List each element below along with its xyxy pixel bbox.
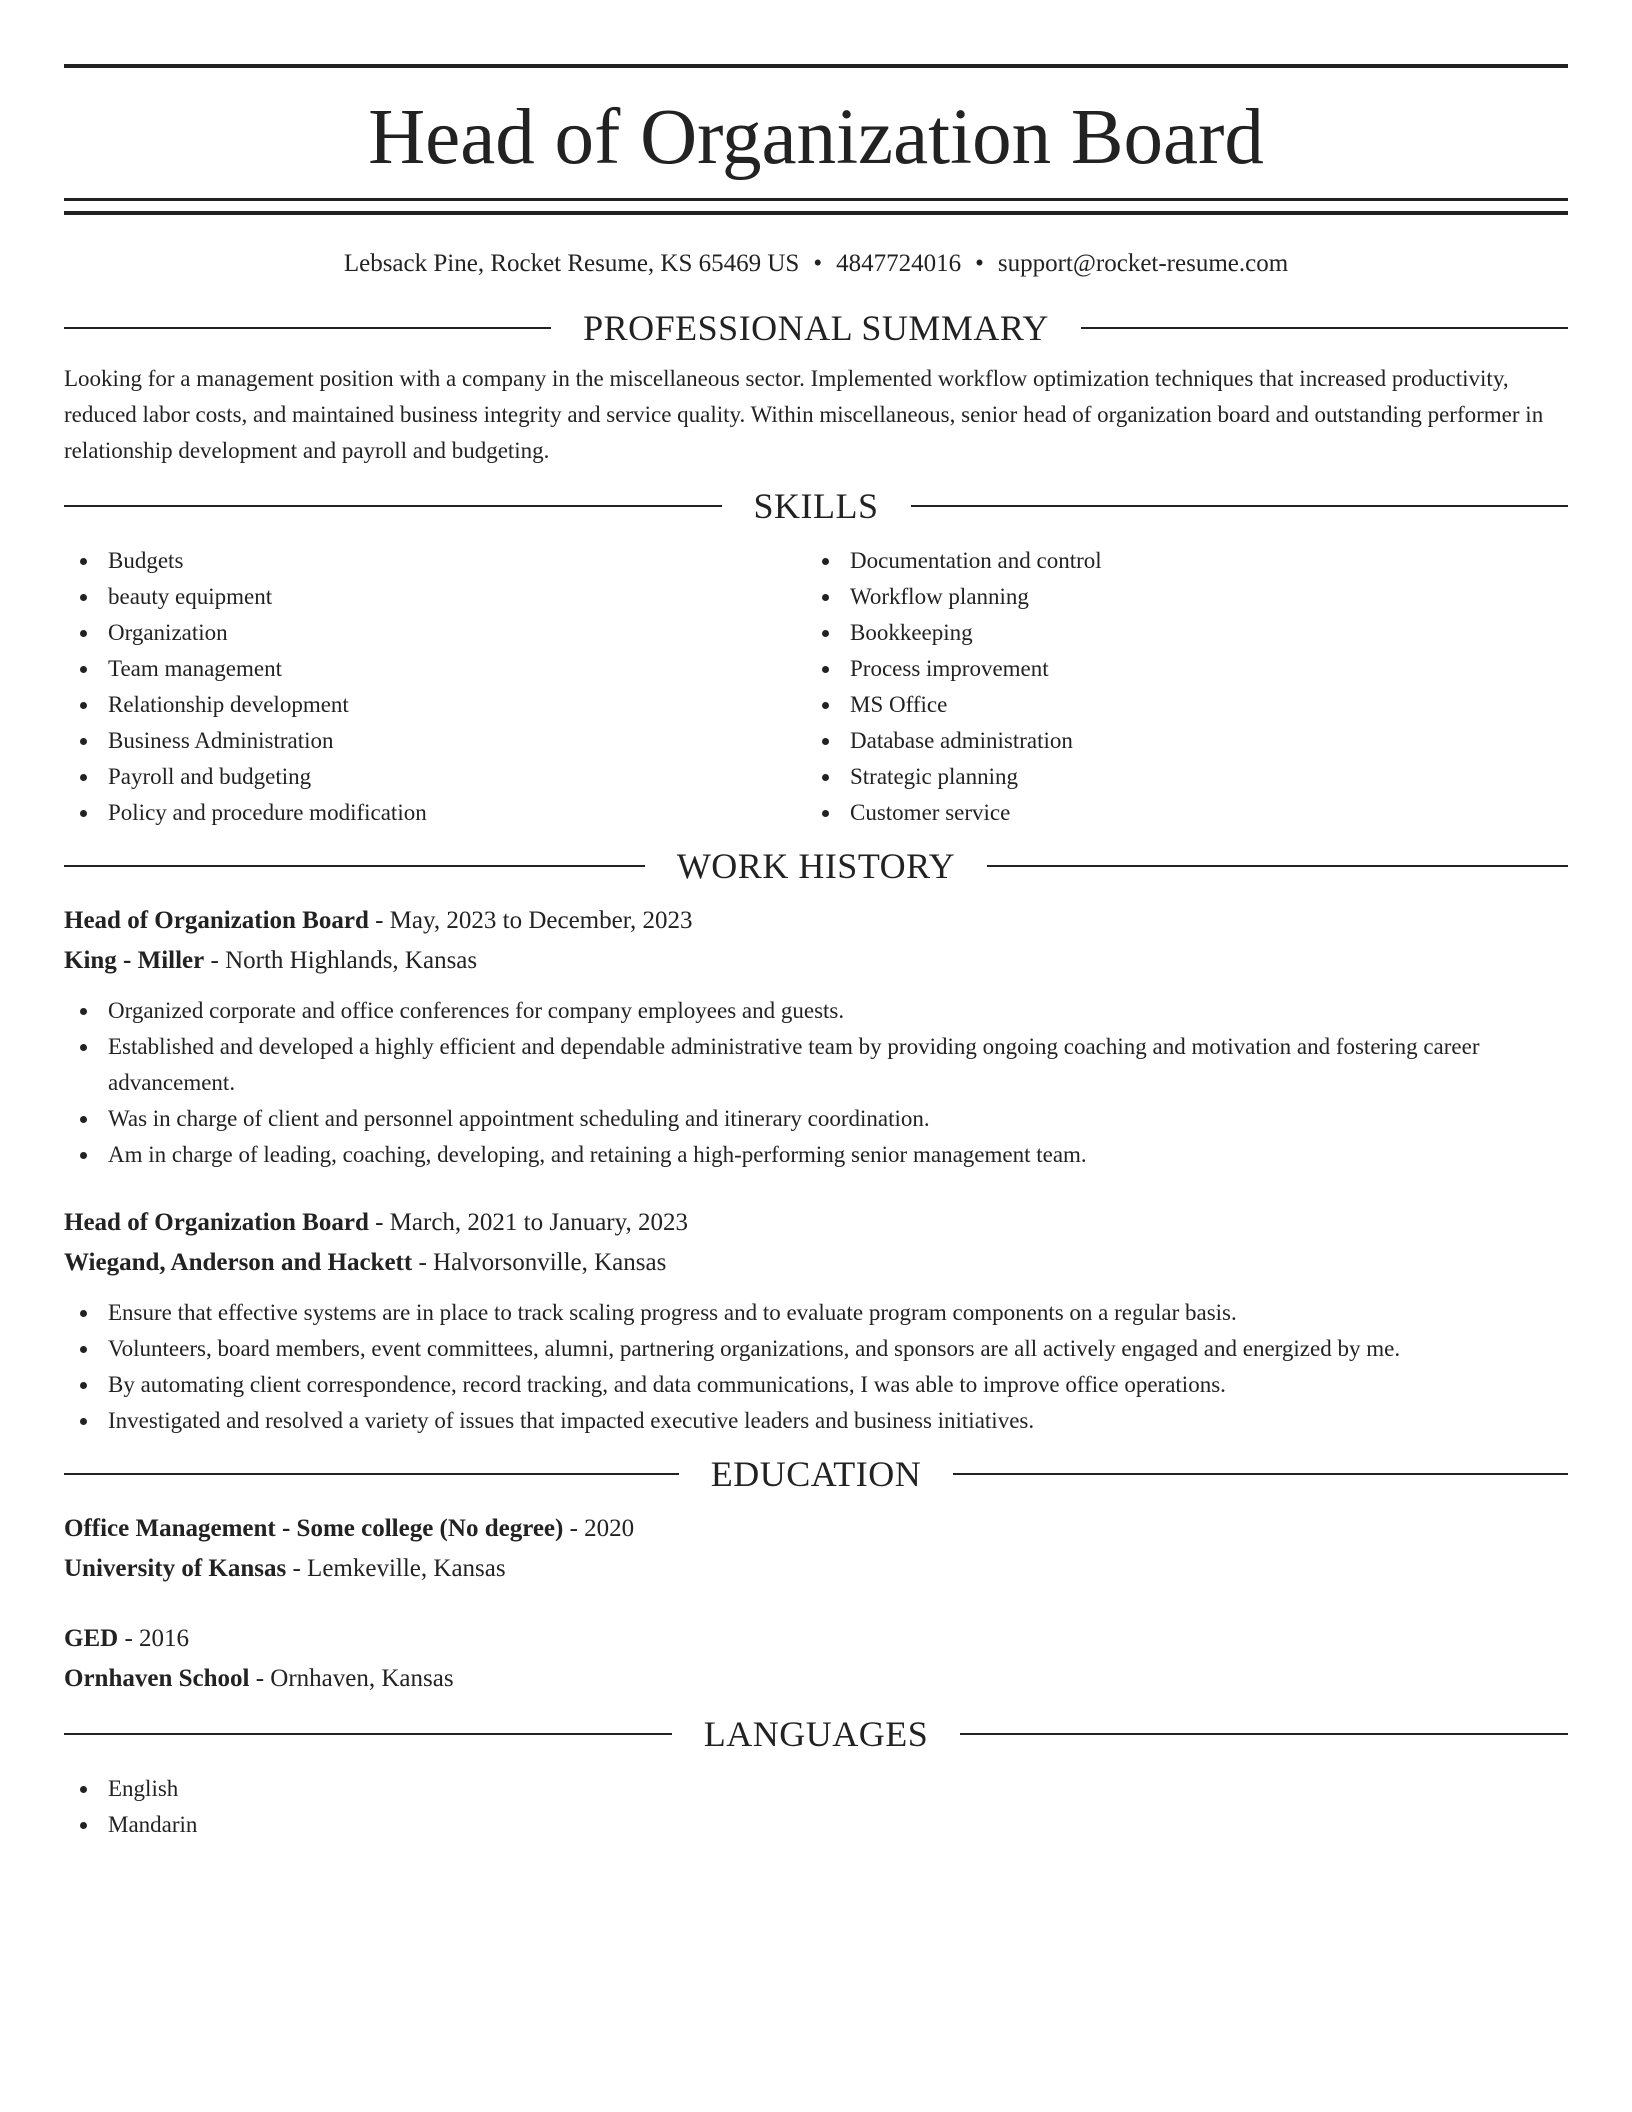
contact-email: support@rocket-resume.com <box>997 250 1289 277</box>
education-degree: Office Management - Some college (No degree) <box>64 1515 564 1542</box>
section-rule-left <box>64 1733 672 1735</box>
languages-list <box>64 1771 1568 1843</box>
skills-grid <box>64 543 1568 831</box>
education-year: - 2020 <box>569 1515 635 1542</box>
job-role: Head of Organization Board <box>64 907 369 934</box>
job-bullet: Volunteers, board members, event committees, alumni, partnering organizations, and sponsors are all actively engaged and energized by me. <box>64 1331 1568 1367</box>
contact-separator: • <box>813 250 823 277</box>
skill-item: Policy and procedure modification <box>64 795 806 831</box>
skill-item: Budgets <box>64 543 806 579</box>
education-location: - Lemkeville, Kansas <box>292 1555 506 1582</box>
job-bullet: Organized corporate and office conferences for company employees and guests. <box>64 993 1568 1029</box>
job-bullet: Was in charge of client and personnel appointment scheduling and itinerary coordination. <box>64 1101 1568 1137</box>
section-title-work: WORK HISTORY <box>676 846 956 886</box>
skill-item: Documentation and control <box>806 543 1548 579</box>
skill-item: Relationship development <box>64 687 806 723</box>
skill-item: Business Administration <box>64 723 806 759</box>
section-rule-right <box>960 1733 1568 1735</box>
skill-item: beauty equipment <box>64 579 806 615</box>
job-dates: - March, 2021 to January, 2023 <box>375 1209 688 1236</box>
job-company: Wiegand, Anderson and Hackett <box>64 1249 413 1276</box>
job-title-line <box>64 901 1568 941</box>
job-bullet: Investigated and resolved a variety of issues that impacted executive leaders and business initiatives. <box>64 1403 1568 1439</box>
job-entry <box>64 1203 1568 1439</box>
job-title-line <box>64 1203 1568 1243</box>
education-year: - 2016 <box>124 1625 190 1652</box>
skill-item: Workflow planning <box>806 579 1548 615</box>
skill-item: MS Office <box>806 687 1548 723</box>
language-item: English <box>64 1771 1568 1807</box>
section-header-education <box>64 1449 1568 1499</box>
job-bullet: By automating client correspondence, record tracking, and data communications, I was able to improve office operations. <box>64 1367 1568 1403</box>
skill-item: Payroll and budgeting <box>64 759 806 795</box>
skill-item: Team management <box>64 651 806 687</box>
section-rule-right <box>953 1473 1568 1475</box>
job-bullet: Am in charge of leading, coaching, developing, and retaining a high-performing senior management team. <box>64 1137 1568 1173</box>
job-bullet: Ensure that effective systems are in place to track scaling progress and to evaluate program components on a regular basis. <box>64 1295 1568 1331</box>
section-rule-left <box>64 327 551 329</box>
contact-line <box>64 247 1568 281</box>
education-degree-line <box>64 1509 1568 1549</box>
education-school-line <box>64 1549 1568 1589</box>
skill-item: Organization <box>64 615 806 651</box>
contact-separator: • <box>975 250 984 277</box>
job-bullet: Established and developed a highly efficient and dependable administrative team by providing ongoing coaching and motivation and fostering career advancement. <box>64 1029 1568 1101</box>
section-header-work <box>64 841 1568 891</box>
education-entry <box>64 1509 1568 1589</box>
resume-page <box>64 64 1568 1843</box>
skills-right-list <box>806 543 1548 831</box>
skill-item: Customer service <box>806 795 1548 831</box>
skill-item: Strategic planning <box>806 759 1548 795</box>
section-title-education: EDUCATION <box>710 1454 922 1494</box>
section-rule-left <box>64 865 645 867</box>
summary-text: Looking for a management position with a company in the miscellaneous sector. Implemented workflow optimization techniques that increased productivity, reduced labor costs, and maintained business integrity and service quality. Within miscellaneous, senior head of organization board and outstanding performer in relationship development and payroll and budgeting. <box>64 366 1544 463</box>
section-rule-right <box>987 865 1568 867</box>
skills-left-list <box>64 543 806 831</box>
education-entry <box>64 1619 1568 1699</box>
skill-item: Process improvement <box>806 651 1548 687</box>
section-title-summary: PROFESSIONAL SUMMARY <box>583 308 1049 348</box>
language-item: Mandarin <box>64 1807 1568 1843</box>
job-location: - North Highlands, Kansas <box>210 947 478 974</box>
job-location: - Halvorsonville, Kansas <box>418 1249 667 1276</box>
education-degree-line <box>64 1619 1568 1659</box>
top-rule <box>64 64 1568 68</box>
section-rule-left <box>64 1473 679 1475</box>
section-header-skills <box>64 481 1568 531</box>
job-company-line <box>64 941 1568 981</box>
contact-address: Lebsack Pine, Rocket Resume, KS 65469 US <box>343 250 800 277</box>
job-company: King - Miller <box>64 947 205 974</box>
education-school-line <box>64 1659 1568 1699</box>
skill-item: Database administration <box>806 723 1548 759</box>
job-entry <box>64 901 1568 1173</box>
education-location: - Ornhaven, Kansas <box>255 1665 454 1692</box>
education-degree: GED <box>64 1625 119 1652</box>
section-rule-left <box>64 505 722 507</box>
section-rule-right <box>1081 327 1568 329</box>
job-company-line <box>64 1243 1568 1283</box>
section-title-skills: SKILLS <box>753 486 879 526</box>
skill-item: Bookkeeping <box>806 615 1548 651</box>
job-bullets <box>64 1295 1568 1439</box>
resume-name: Head of Organization Board <box>368 94 1264 181</box>
job-role: Head of Organization Board <box>64 1209 369 1236</box>
section-rule-right <box>911 505 1569 507</box>
education-school: Ornhaven School <box>64 1665 250 1692</box>
section-header-summary <box>64 303 1568 353</box>
job-dates: - May, 2023 to December, 2023 <box>375 907 693 934</box>
section-title-languages: LANGUAGES <box>703 1714 929 1754</box>
education-school: University of Kansas <box>64 1555 287 1582</box>
job-bullets <box>64 993 1568 1173</box>
section-header-languages <box>64 1709 1568 1759</box>
name-double-rule <box>64 198 1568 215</box>
contact-phone: 4847724016 <box>836 250 962 277</box>
